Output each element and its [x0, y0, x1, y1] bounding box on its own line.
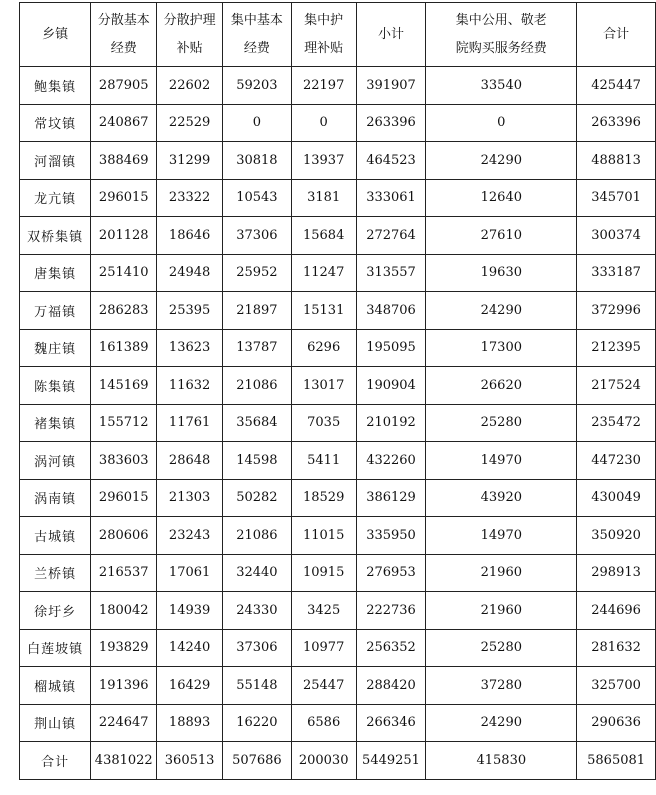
- central-basic-cell: 21897: [223, 292, 292, 330]
- funding-table: [19, 2, 656, 780]
- public-services-cell: 24290: [426, 142, 577, 180]
- township-cell: 徐圩乡: [20, 592, 91, 630]
- central-basic-cell: 37306: [223, 629, 292, 667]
- table-row: [20, 67, 656, 105]
- total-cell: 281632: [577, 629, 656, 667]
- subtotal-cell: 266346: [356, 704, 426, 742]
- table-row: [20, 442, 656, 480]
- subtotal-cell: 190904: [356, 367, 426, 405]
- public-services-cell: 25280: [426, 404, 577, 442]
- subtotal-cell: 272764: [356, 217, 426, 255]
- public-services-cell: 0: [426, 104, 577, 142]
- dispersed-basic-cell: 240867: [91, 104, 157, 142]
- dispersed-basic-cell: 287905: [91, 67, 157, 105]
- central-basic-cell: 25952: [223, 254, 292, 292]
- table-row: [20, 629, 656, 667]
- total-cell: 325700: [577, 667, 656, 705]
- subtotal-cell: 288420: [356, 667, 426, 705]
- document-page: [19, 2, 656, 780]
- total-cell: 350920: [577, 517, 656, 555]
- header-row: [20, 3, 656, 67]
- public-services-cell: 21960: [426, 554, 577, 592]
- public-services-cell: 14970: [426, 442, 577, 480]
- table-row: [20, 479, 656, 517]
- township-cell: 兰桥镇: [20, 554, 91, 592]
- central-care-cell: 200030: [291, 742, 356, 780]
- dispersed-basic-cell: 145169: [91, 367, 157, 405]
- table-row: [20, 367, 656, 405]
- public-services-cell: 19630: [426, 254, 577, 292]
- central-basic-cell: 16220: [223, 704, 292, 742]
- central-care-cell: 10977: [291, 629, 356, 667]
- public-services-cell: 12640: [426, 179, 577, 217]
- dispersed-care-cell: 11632: [157, 367, 223, 405]
- central-basic-cell: 55148: [223, 667, 292, 705]
- table-row: [20, 217, 656, 255]
- public-services-cell: 415830: [426, 742, 577, 780]
- township-cell: 褚集镇: [20, 404, 91, 442]
- central-care-cell: 15684: [291, 217, 356, 255]
- dispersed-care-cell: 22602: [157, 67, 223, 105]
- dispersed-care-cell: 11761: [157, 404, 223, 442]
- dispersed-care-cell: 25395: [157, 292, 223, 330]
- dispersed-basic-cell: 4381022: [91, 742, 157, 780]
- subtotal-cell: 333061: [356, 179, 426, 217]
- total-row: [20, 742, 656, 780]
- dispersed-basic-cell: 251410: [91, 254, 157, 292]
- public-services-cell: 24290: [426, 292, 577, 330]
- header-dispersed-basic: 分散基本 经费: [91, 3, 157, 67]
- total-cell: 372996: [577, 292, 656, 330]
- township-cell: 龙亢镇: [20, 179, 91, 217]
- central-basic-cell: 507686: [223, 742, 292, 780]
- dispersed-care-cell: 17061: [157, 554, 223, 592]
- central-basic-cell: 10543: [223, 179, 292, 217]
- subtotal-cell: 391907: [356, 67, 426, 105]
- header-total: 合计: [577, 3, 656, 67]
- total-cell: 212395: [577, 329, 656, 367]
- dispersed-basic-cell: 191396: [91, 667, 157, 705]
- central-care-cell: 7035: [291, 404, 356, 442]
- subtotal-cell: 195095: [356, 329, 426, 367]
- central-care-cell: 11015: [291, 517, 356, 555]
- subtotal-cell: 386129: [356, 479, 426, 517]
- subtotal-cell: 256352: [356, 629, 426, 667]
- table-row: [20, 517, 656, 555]
- total-cell: 244696: [577, 592, 656, 630]
- subtotal-cell: 222736: [356, 592, 426, 630]
- public-services-cell: 26620: [426, 367, 577, 405]
- township-cell: 涡河镇: [20, 442, 91, 480]
- public-services-cell: 17300: [426, 329, 577, 367]
- dispersed-care-cell: 24948: [157, 254, 223, 292]
- dispersed-care-cell: 31299: [157, 142, 223, 180]
- public-services-cell: 43920: [426, 479, 577, 517]
- central-basic-cell: 50282: [223, 479, 292, 517]
- table-row: [20, 142, 656, 180]
- dispersed-care-cell: 14240: [157, 629, 223, 667]
- header-public-services: 集中公用、敬老 院购买服务经费: [426, 3, 577, 67]
- total-cell: 5865081: [577, 742, 656, 780]
- table-row: [20, 254, 656, 292]
- central-basic-cell: 13787: [223, 329, 292, 367]
- central-basic-cell: 32440: [223, 554, 292, 592]
- table-row: [20, 704, 656, 742]
- table-row: [20, 104, 656, 142]
- subtotal-cell: 432260: [356, 442, 426, 480]
- dispersed-basic-cell: 193829: [91, 629, 157, 667]
- dispersed-basic-cell: 180042: [91, 592, 157, 630]
- dispersed-basic-cell: 201128: [91, 217, 157, 255]
- central-care-cell: 6586: [291, 704, 356, 742]
- table-row: [20, 592, 656, 630]
- township-cell: 古城镇: [20, 517, 91, 555]
- total-cell: 333187: [577, 254, 656, 292]
- central-basic-cell: 21086: [223, 367, 292, 405]
- dispersed-basic-cell: 155712: [91, 404, 157, 442]
- dispersed-care-cell: 13623: [157, 329, 223, 367]
- dispersed-basic-cell: 296015: [91, 179, 157, 217]
- total-cell: 263396: [577, 104, 656, 142]
- central-care-cell: 11247: [291, 254, 356, 292]
- public-services-cell: 33540: [426, 67, 577, 105]
- central-care-cell: 25447: [291, 667, 356, 705]
- total-cell: 298913: [577, 554, 656, 592]
- subtotal-cell: 276953: [356, 554, 426, 592]
- central-care-cell: 3425: [291, 592, 356, 630]
- total-cell: 290636: [577, 704, 656, 742]
- township-cell: 万福镇: [20, 292, 91, 330]
- central-basic-cell: 30818: [223, 142, 292, 180]
- header-central-basic: 集中基本 经费: [223, 3, 292, 67]
- dispersed-care-cell: 21303: [157, 479, 223, 517]
- total-cell: 430049: [577, 479, 656, 517]
- dispersed-basic-cell: 216537: [91, 554, 157, 592]
- public-services-cell: 21960: [426, 592, 577, 630]
- dispersed-care-cell: 18646: [157, 217, 223, 255]
- table-row: [20, 179, 656, 217]
- header-dispersed-care: 分散护理 补贴: [157, 3, 223, 67]
- township-cell: 陈集镇: [20, 367, 91, 405]
- township-cell: 魏庄镇: [20, 329, 91, 367]
- central-basic-cell: 24330: [223, 592, 292, 630]
- central-care-cell: 5411: [291, 442, 356, 480]
- total-cell: 217524: [577, 367, 656, 405]
- header-subtotal: 小计: [356, 3, 426, 67]
- public-services-cell: 27610: [426, 217, 577, 255]
- central-care-cell: 0: [291, 104, 356, 142]
- dispersed-care-cell: 360513: [157, 742, 223, 780]
- subtotal-cell: 5449251: [356, 742, 426, 780]
- table-row: [20, 554, 656, 592]
- dispersed-care-cell: 22529: [157, 104, 223, 142]
- table-row: [20, 292, 656, 330]
- subtotal-cell: 313557: [356, 254, 426, 292]
- township-cell: 常坟镇: [20, 104, 91, 142]
- township-cell: 唐集镇: [20, 254, 91, 292]
- total-cell: 235472: [577, 404, 656, 442]
- subtotal-cell: 348706: [356, 292, 426, 330]
- township-cell: 河溜镇: [20, 142, 91, 180]
- public-services-cell: 37280: [426, 667, 577, 705]
- dispersed-care-cell: 23243: [157, 517, 223, 555]
- township-cell: 双桥集镇: [20, 217, 91, 255]
- total-cell: 345701: [577, 179, 656, 217]
- township-cell: 荆山镇: [20, 704, 91, 742]
- township-cell: 白莲坡镇: [20, 629, 91, 667]
- central-basic-cell: 37306: [223, 217, 292, 255]
- dispersed-care-cell: 23322: [157, 179, 223, 217]
- township-cell: 涡南镇: [20, 479, 91, 517]
- total-cell: 425447: [577, 67, 656, 105]
- dispersed-care-cell: 14939: [157, 592, 223, 630]
- central-basic-cell: 59203: [223, 67, 292, 105]
- public-services-cell: 25280: [426, 629, 577, 667]
- central-care-cell: 10915: [291, 554, 356, 592]
- table-row: [20, 329, 656, 367]
- central-care-cell: 13937: [291, 142, 356, 180]
- central-basic-cell: 21086: [223, 517, 292, 555]
- header-township: 乡镇: [20, 3, 91, 67]
- central-care-cell: 18529: [291, 479, 356, 517]
- subtotal-cell: 263396: [356, 104, 426, 142]
- central-basic-cell: 35684: [223, 404, 292, 442]
- dispersed-care-cell: 16429: [157, 667, 223, 705]
- dispersed-basic-cell: 280606: [91, 517, 157, 555]
- township-cell: 合计: [20, 742, 91, 780]
- dispersed-basic-cell: 296015: [91, 479, 157, 517]
- subtotal-cell: 335950: [356, 517, 426, 555]
- dispersed-care-cell: 28648: [157, 442, 223, 480]
- central-care-cell: 15131: [291, 292, 356, 330]
- total-cell: 300374: [577, 217, 656, 255]
- public-services-cell: 24290: [426, 704, 577, 742]
- table-row: [20, 404, 656, 442]
- central-care-cell: 3181: [291, 179, 356, 217]
- central-care-cell: 13017: [291, 367, 356, 405]
- dispersed-basic-cell: 388469: [91, 142, 157, 180]
- header-central-care: 集中护 理补贴: [291, 3, 356, 67]
- total-cell: 447230: [577, 442, 656, 480]
- central-care-cell: 6296: [291, 329, 356, 367]
- table-row: [20, 667, 656, 705]
- dispersed-basic-cell: 161389: [91, 329, 157, 367]
- central-care-cell: 22197: [291, 67, 356, 105]
- dispersed-basic-cell: 286283: [91, 292, 157, 330]
- township-cell: 鲍集镇: [20, 67, 91, 105]
- subtotal-cell: 464523: [356, 142, 426, 180]
- subtotal-cell: 210192: [356, 404, 426, 442]
- public-services-cell: 14970: [426, 517, 577, 555]
- total-cell: 488813: [577, 142, 656, 180]
- dispersed-basic-cell: 224647: [91, 704, 157, 742]
- central-basic-cell: 0: [223, 104, 292, 142]
- dispersed-basic-cell: 383603: [91, 442, 157, 480]
- dispersed-care-cell: 18893: [157, 704, 223, 742]
- township-cell: 榴城镇: [20, 667, 91, 705]
- central-basic-cell: 14598: [223, 442, 292, 480]
